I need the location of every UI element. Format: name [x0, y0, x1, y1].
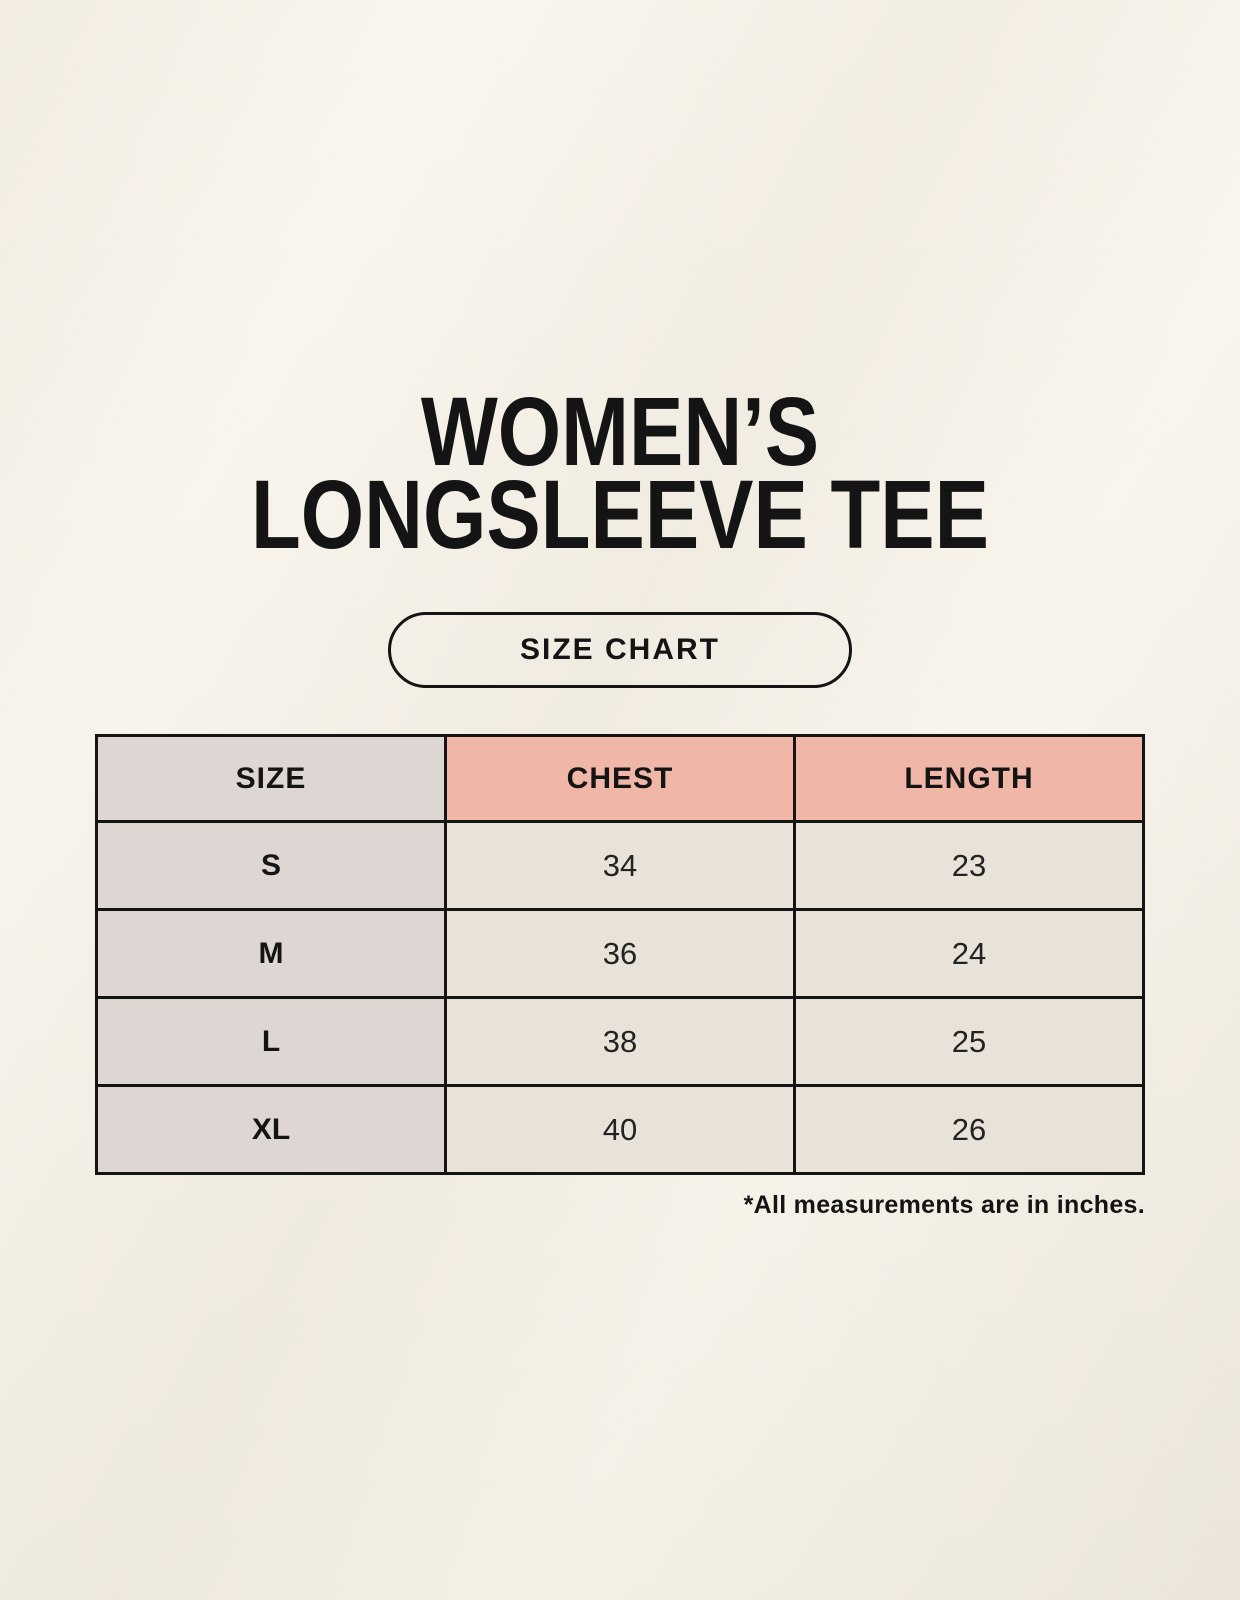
- chest-value: 34: [446, 822, 795, 910]
- table-row: [97, 910, 1144, 998]
- length-value: 25: [795, 998, 1144, 1086]
- size-label: L: [97, 998, 446, 1086]
- size-label: XL: [97, 1086, 446, 1174]
- chest-value: 40: [446, 1086, 795, 1174]
- table-row: [97, 822, 1144, 910]
- table-row: [97, 998, 1144, 1086]
- chest-value: 38: [446, 998, 795, 1086]
- length-value: 23: [795, 822, 1144, 910]
- content-column: [95, 0, 1145, 1220]
- size-label: S: [97, 822, 446, 910]
- table-row: [97, 1086, 1144, 1174]
- length-value: 26: [795, 1086, 1144, 1174]
- page-title: [179, 0, 1061, 569]
- measurements-footnote: *All measurements are in inches.: [743, 1191, 1145, 1219]
- size-label: M: [97, 910, 446, 998]
- size-chart-button[interactable]: SIZE CHART: [388, 612, 852, 688]
- column-header-chest: CHEST: [446, 736, 795, 822]
- length-value: 24: [795, 910, 1144, 998]
- title-line-1: WOMEN’S: [420, 377, 820, 486]
- column-header-size: SIZE: [97, 736, 446, 822]
- table-header-row: [97, 736, 1144, 822]
- chest-value: 36: [446, 910, 795, 998]
- column-header-length: LENGTH: [795, 736, 1144, 822]
- title-line-2: LONGSLEEVE TEE: [251, 460, 989, 569]
- size-table: [95, 734, 1145, 1175]
